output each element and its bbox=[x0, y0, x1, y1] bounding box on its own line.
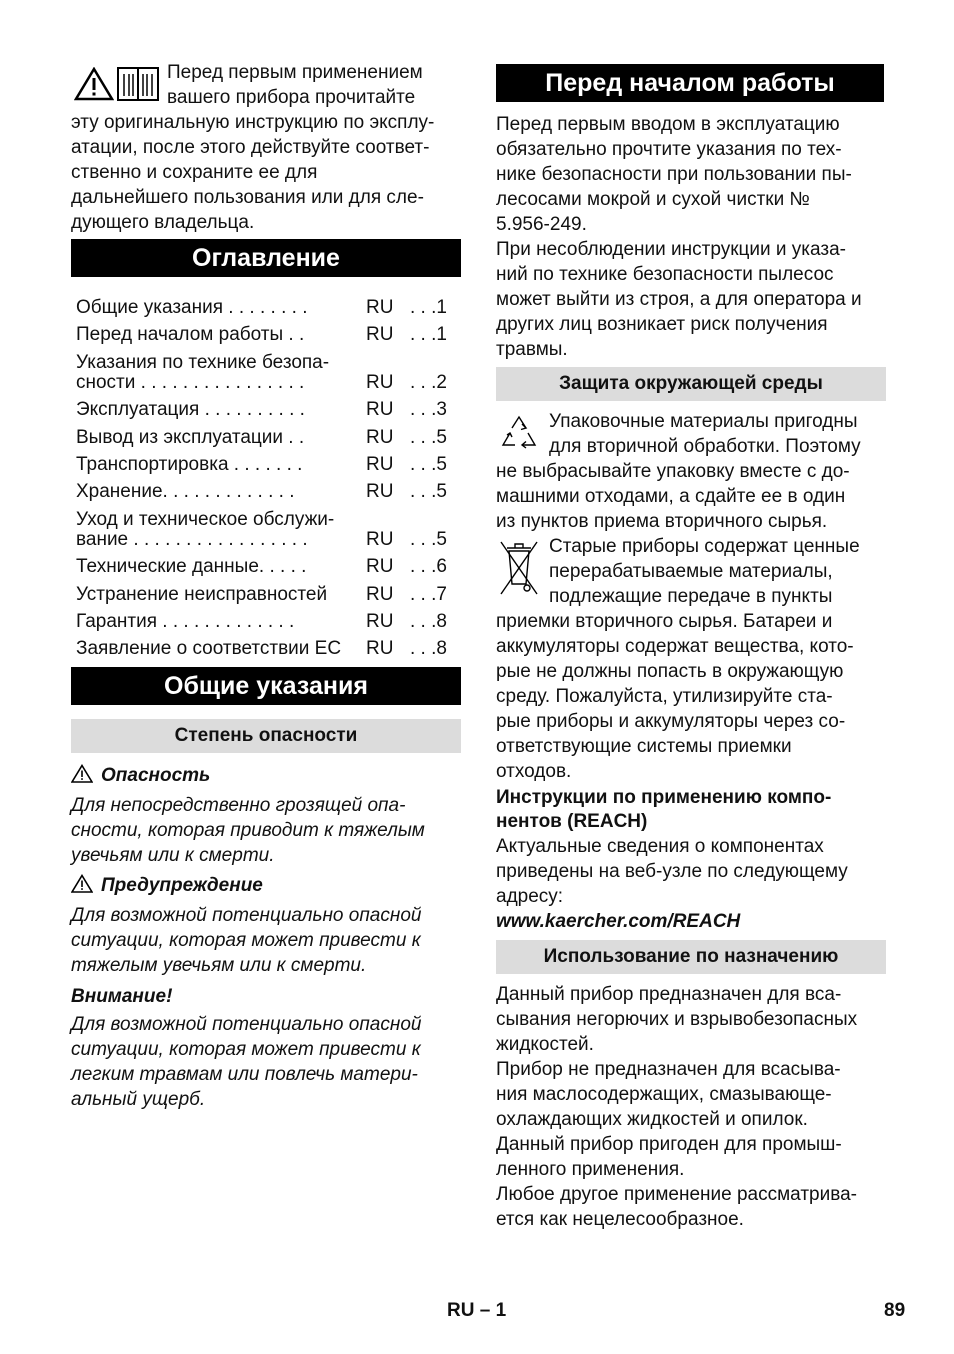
toc-page: . . .1 bbox=[410, 324, 447, 345]
warning-title: Предупреждение bbox=[101, 875, 263, 896]
danger-text: увечьям или к смерти. bbox=[71, 845, 275, 866]
toc-lang: RU bbox=[366, 427, 394, 448]
crossed-bin-icon bbox=[498, 538, 540, 598]
reach-url-link[interactable]: www.kaercher.com/REACH bbox=[496, 911, 741, 932]
toc-row[interactable] bbox=[76, 452, 460, 477]
reach-title: нентов (REACH) bbox=[496, 811, 648, 832]
toc-title: Эксплуатация . . . . . . . . . . bbox=[76, 399, 305, 420]
toc-row[interactable] bbox=[76, 425, 460, 450]
toc-title: Хранение. . . . . . . . . . . . . bbox=[76, 481, 295, 502]
toc-lang: RU bbox=[366, 481, 394, 502]
intro-line: дующего владельца. bbox=[71, 212, 255, 233]
toc-lang: RU bbox=[366, 556, 394, 577]
caution-text: Для возможной потенциально опасной bbox=[71, 1014, 422, 1035]
env-text: машними отходами, а сдайте ее в один bbox=[496, 486, 846, 507]
danger-level-header: Степень опасности bbox=[71, 719, 461, 753]
toc-row[interactable] bbox=[76, 397, 460, 422]
toc-row[interactable] bbox=[76, 527, 460, 552]
env-text: приемки вторичного сырья. Батареи и bbox=[496, 611, 833, 632]
toc-title: Гарантия . . . . . . . . . . . . . bbox=[76, 611, 295, 632]
start-text: может выйти из строя, а для оператора и bbox=[496, 289, 862, 310]
start-text: При несоблюдении инструкции и указа- bbox=[496, 239, 846, 260]
use-text: охлаждающих жидкостей и опилок. bbox=[496, 1109, 808, 1130]
env-text: не выбрасывайте упаковку вместе с до- bbox=[496, 461, 850, 482]
toc-row[interactable] bbox=[76, 479, 460, 504]
env-text: подлежащие передаче в пункты bbox=[549, 586, 833, 607]
intro-line: эту оригинальную инструкцию по эксплу- bbox=[71, 112, 435, 133]
use-text: Прибор не предназначен для всасыва- bbox=[496, 1059, 841, 1080]
start-text: нике безопасности при пользовании пы- bbox=[496, 164, 852, 185]
reach-title: Инструкции по применению компо- bbox=[496, 787, 832, 808]
toc-row[interactable] bbox=[76, 370, 460, 395]
env-text: рые приборы и аккумуляторы через со- bbox=[496, 711, 846, 732]
toc-lang: RU bbox=[366, 584, 394, 605]
use-text: ленного применения. bbox=[496, 1159, 685, 1180]
warning-title-line bbox=[71, 873, 263, 898]
toc-title-line1: Указания по технике безопа- bbox=[76, 352, 330, 373]
toc-row[interactable] bbox=[76, 582, 460, 607]
toc-page: . . .5 bbox=[410, 427, 447, 448]
warning-text: Для возможной потенциально опасной bbox=[71, 905, 422, 926]
use-text: ния маслосодержащих, смазывающе- bbox=[496, 1084, 832, 1105]
start-text: лесосами мокрой и сухой чистки № bbox=[496, 189, 810, 210]
toc-lang: RU bbox=[366, 324, 394, 345]
use-text: Любое другое применение рассматрива- bbox=[496, 1184, 857, 1205]
toc-page: . . .5 bbox=[410, 481, 447, 502]
intro-line: дальнейшего пользования или для сле- bbox=[71, 187, 424, 208]
toc-page: . . .6 bbox=[410, 556, 447, 577]
use-header: Использование по назначению bbox=[496, 940, 886, 974]
danger-text: сности, которая приводит к тяжелым bbox=[71, 820, 425, 841]
env-text: аккумуляторы содержат вещества, кото- bbox=[496, 636, 854, 657]
toc-title: Перед началом работы . . bbox=[76, 324, 305, 345]
toc-row[interactable] bbox=[76, 295, 460, 320]
env-text: ответствующие системы приемки bbox=[496, 736, 792, 757]
env-text: среду. Пожалуйста, утилизируйте ста- bbox=[496, 686, 833, 707]
toc-page: . . .7 bbox=[410, 584, 447, 605]
start-text: других лиц возникает риск получения bbox=[496, 314, 828, 335]
toc-page: . . .5 bbox=[410, 529, 447, 550]
toc-row[interactable] bbox=[76, 554, 460, 579]
toc-title: Заявление о соответствии ЕС bbox=[76, 638, 342, 659]
toc-lang: RU bbox=[366, 454, 394, 475]
reach-text: адресу: bbox=[496, 886, 564, 907]
start-text: обязательно прочтите указания по тех- bbox=[496, 139, 842, 160]
use-text: Данный прибор пригоден для промыш- bbox=[496, 1134, 842, 1155]
read-manual-icon bbox=[116, 66, 160, 102]
caution-title: Внимание! bbox=[71, 986, 173, 1007]
toc-title: Устранение неисправностей bbox=[76, 584, 328, 605]
toc-title: Технические данные. . . . . bbox=[76, 556, 307, 577]
env-text: для вторичной обработки. Поэтому bbox=[549, 436, 861, 457]
toc-page: . . .8 bbox=[410, 638, 447, 659]
toc-page: . . .3 bbox=[410, 399, 447, 420]
toc-title: Общие указания . . . . . . . . bbox=[76, 297, 308, 318]
toc-lang: RU bbox=[366, 372, 394, 393]
danger-title: Опасность bbox=[101, 765, 211, 786]
intro-line: ственно и сохраните ее для bbox=[71, 162, 318, 183]
reach-text: приведены на веб-узле по следующему bbox=[496, 861, 848, 882]
warning-triangle-icon bbox=[71, 764, 93, 783]
toc-page: . . .8 bbox=[410, 611, 447, 632]
use-text: жидкостей. bbox=[496, 1034, 594, 1055]
env-text: из пунктов приема вторичного сырья. bbox=[496, 511, 828, 532]
danger-title-line bbox=[71, 763, 210, 788]
toc-row[interactable] bbox=[76, 636, 460, 661]
toc-title: Вывод из эксплуатации . . bbox=[76, 427, 305, 448]
footer-section: RU – 1 bbox=[447, 1300, 507, 1321]
general-header: Общие указания bbox=[71, 667, 461, 705]
warning-text: тяжелым увечьям или к смерти. bbox=[71, 955, 367, 976]
start-text: Перед первым вводом в эксплуатацию bbox=[496, 114, 840, 135]
toc-lang: RU bbox=[366, 529, 394, 550]
env-text: перерабатываемые материалы, bbox=[549, 561, 833, 582]
start-text: 5.956-249. bbox=[496, 214, 587, 235]
start-text: ний по технике безопасности пылесос bbox=[496, 264, 834, 285]
env-text: Упаковочные материалы пригодны bbox=[549, 411, 858, 432]
toc-page: . . .1 bbox=[410, 297, 447, 318]
toc-row[interactable] bbox=[76, 322, 460, 347]
recycle-icon bbox=[498, 414, 540, 454]
toc-title: сности . . . . . . . . . . . . . . . . bbox=[76, 372, 305, 393]
toc-header: Оглавление bbox=[71, 239, 461, 277]
use-text: Данный прибор предназначен для вса- bbox=[496, 984, 842, 1005]
warning-triangle-icon bbox=[74, 67, 114, 101]
toc-lang: RU bbox=[366, 611, 394, 632]
caution-text: альный ущерб. bbox=[71, 1089, 206, 1110]
toc-lang: RU bbox=[366, 399, 394, 420]
caution-text: ситуации, которая может привести к bbox=[71, 1039, 421, 1060]
warning-triangle-icon bbox=[71, 874, 93, 893]
use-text: сывания негорючих и взрывобезопасных bbox=[496, 1009, 858, 1030]
start-header: Перед началом работы bbox=[496, 64, 884, 102]
env-text: рые не должны попасть в окружающую bbox=[496, 661, 844, 682]
toc-title-line1: Уход и техническое обслужи- bbox=[76, 509, 335, 530]
env-header: Защита окружающей среды bbox=[496, 367, 886, 401]
env-text: Старые приборы содержат ценные bbox=[549, 536, 860, 557]
toc-page: . . .5 bbox=[410, 454, 447, 475]
toc-title: вание . . . . . . . . . . . . . . . . . bbox=[76, 529, 308, 550]
toc-lang: RU bbox=[366, 638, 394, 659]
intro-line: Перед первым применением bbox=[167, 62, 423, 83]
use-text: ется как нецелесообразное. bbox=[496, 1209, 744, 1230]
start-text: травмы. bbox=[496, 339, 568, 360]
toc-title: Транспортировка . . . . . . . bbox=[76, 454, 303, 475]
reach-text: Актуальные сведения о компонентах bbox=[496, 836, 824, 857]
danger-text: Для непосредственно грозящей опа- bbox=[71, 795, 406, 816]
toc-row[interactable] bbox=[76, 609, 460, 634]
intro-line: вашего прибора прочитайте bbox=[167, 87, 416, 108]
toc-page: . . .2 bbox=[410, 372, 447, 393]
env-text: отходов. bbox=[496, 761, 572, 782]
page-number: 89 bbox=[884, 1300, 906, 1321]
toc-lang: RU bbox=[366, 297, 394, 318]
warning-text: ситуации, которая может привести к bbox=[71, 930, 421, 951]
caution-text: легким травмам или повлечь матери- bbox=[71, 1064, 418, 1085]
intro-line: атации, после этого действуйте соответ- bbox=[71, 137, 430, 158]
